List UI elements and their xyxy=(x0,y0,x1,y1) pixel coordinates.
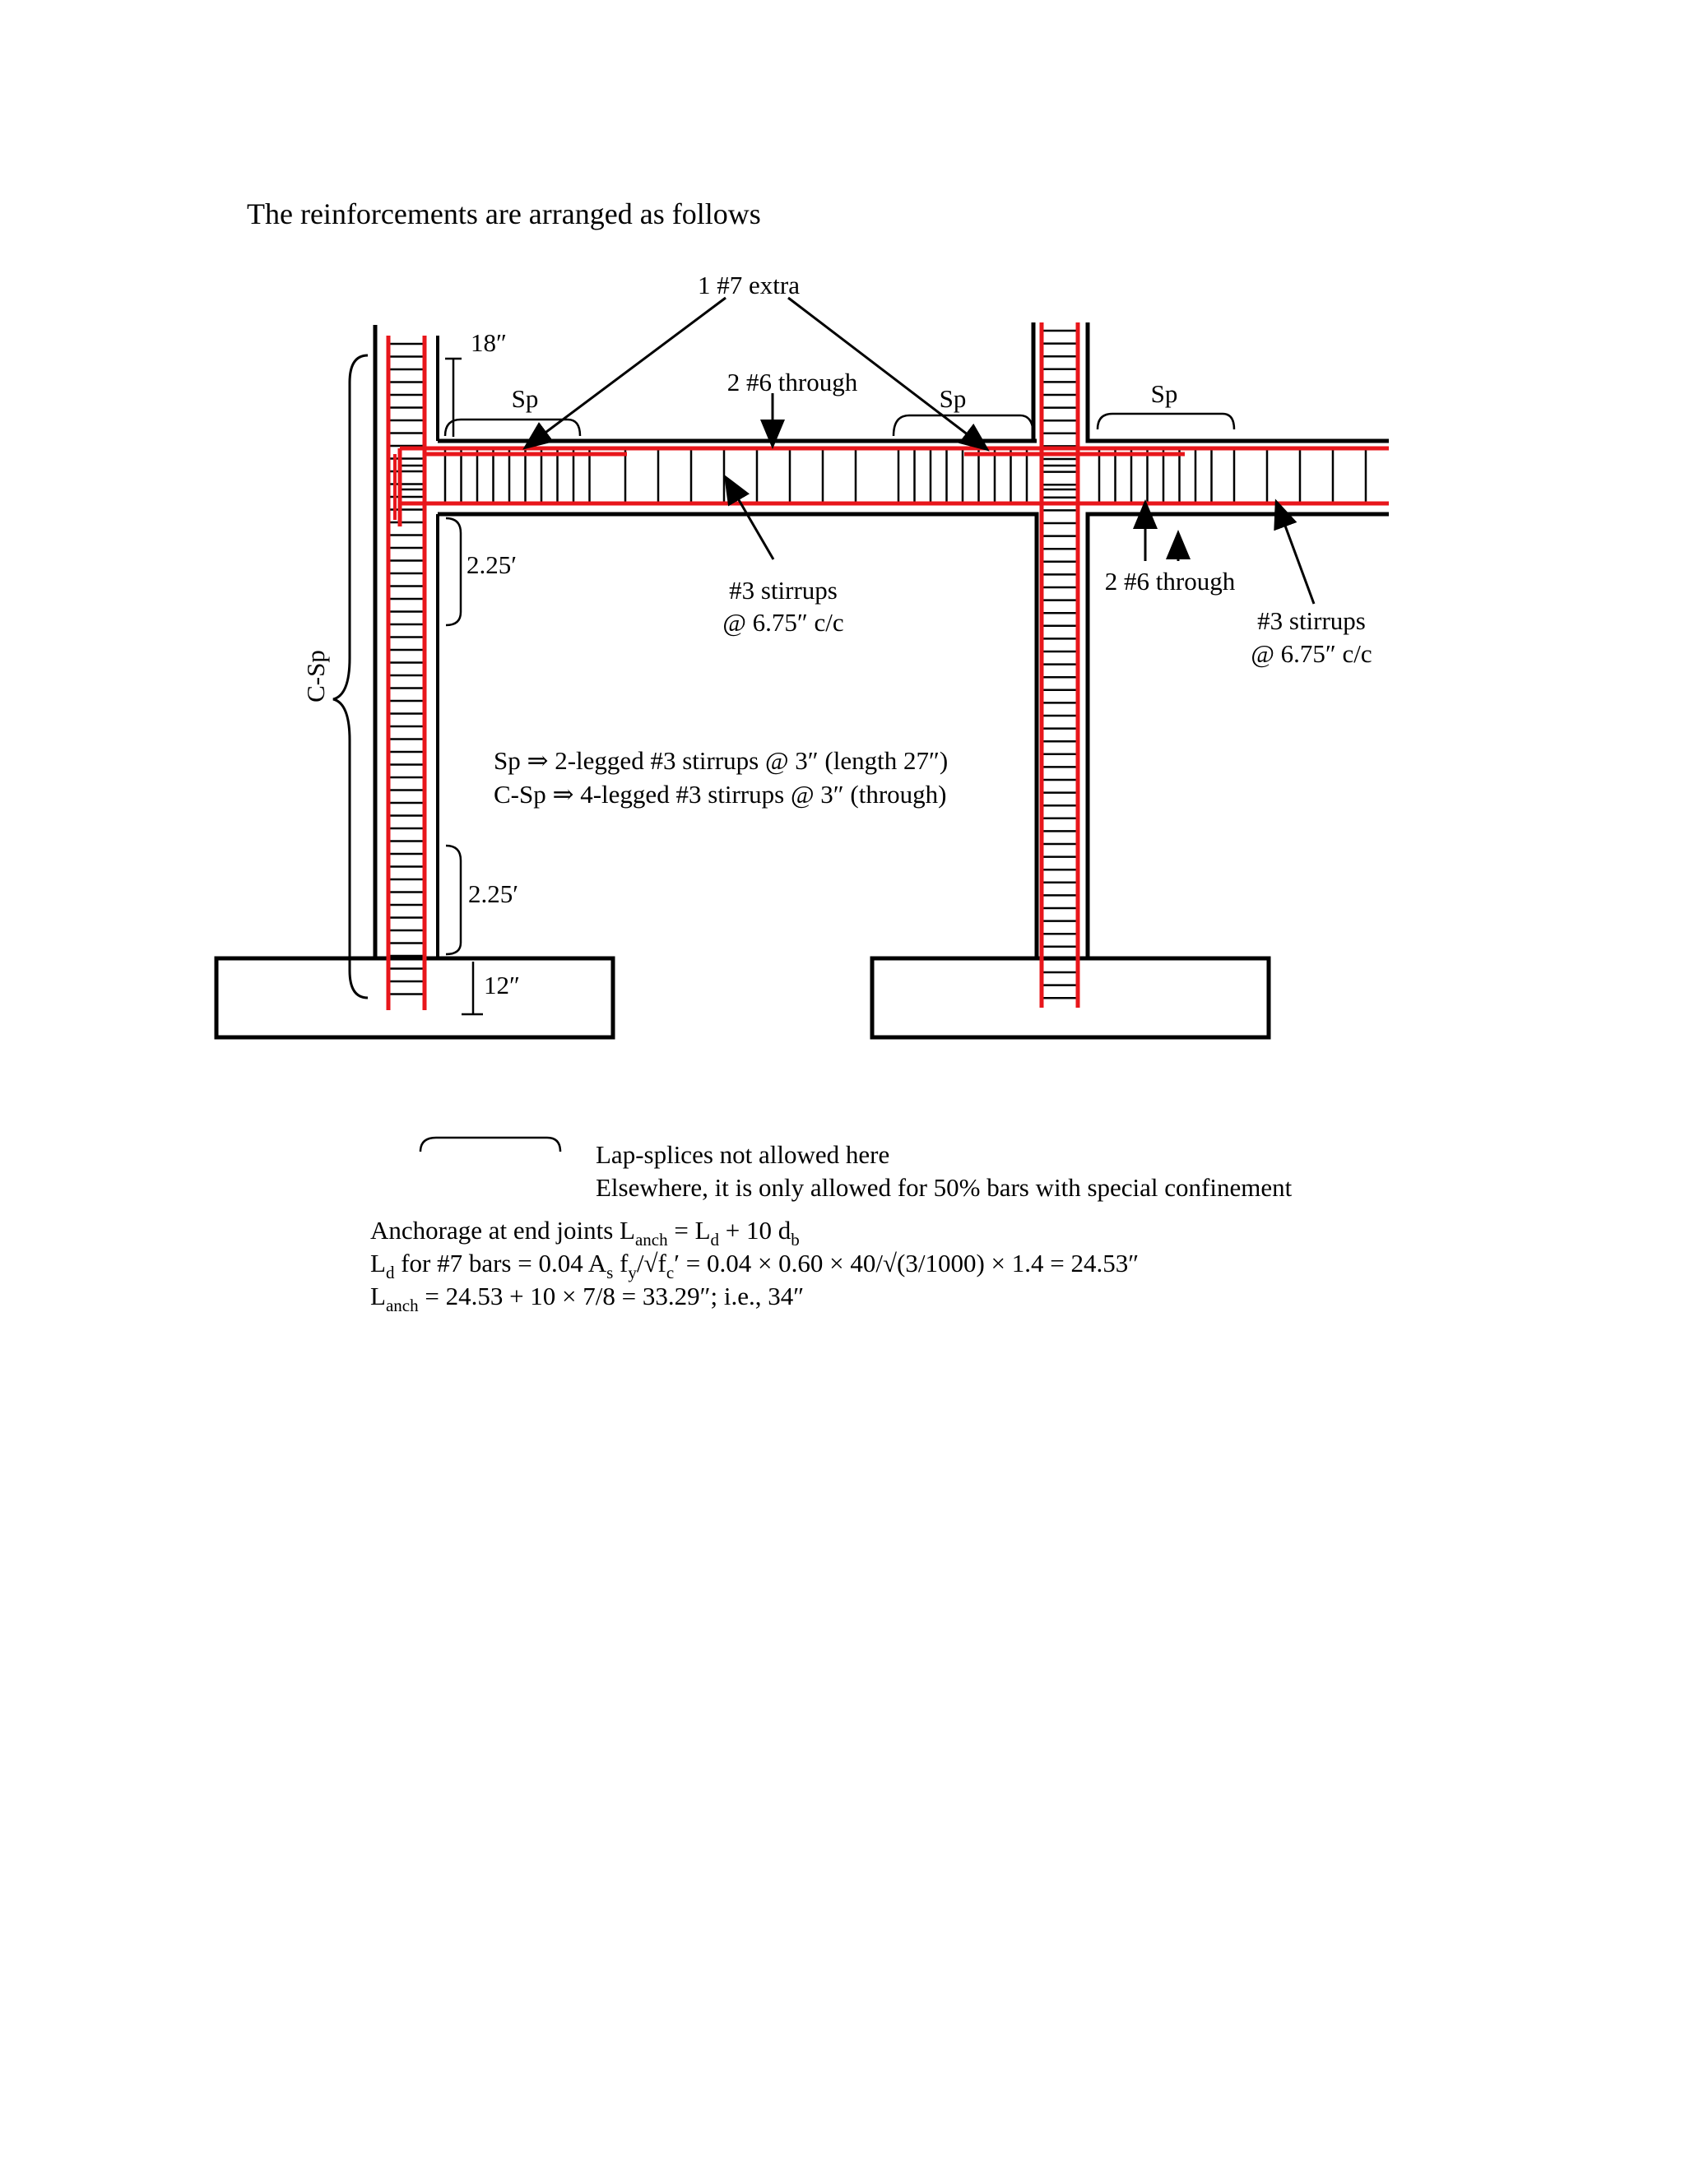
stirrups xyxy=(388,331,1366,998)
left-footing xyxy=(216,958,613,1037)
sp-right-brace xyxy=(1098,414,1234,429)
label-dim-225-top: 2.25′ xyxy=(467,550,518,579)
formula-anchorage-length: $L_{anch} = 24.53 + 10 \times 7/8 = 33.29''$; i.e., 34″ xyxy=(370,1282,805,1315)
label-top-through: 2 #6 through xyxy=(726,368,858,396)
csp-definition: C-Sp ⇒ 4-legged #3 stirrups @ 3″ (through) xyxy=(494,780,947,809)
reinforcement-bars xyxy=(388,322,1389,1010)
formula-development-length: $L_d$ for #7 bars = 0.04 $A_s$ $f_y/√f_c' = 0.04 \times 0.60 \times 40/√(3/1000) \times 1.4 = 24.53''$ xyxy=(370,1249,1140,1282)
label-stirrups-right-2: @ 6.75″ c/c xyxy=(1251,639,1372,668)
label-dim-18: 18″ xyxy=(471,328,507,357)
label-column-sp: C-Sp xyxy=(301,650,330,702)
label-sp-right: Sp xyxy=(1150,379,1178,408)
label-sp-left: Sp xyxy=(511,384,539,413)
label-dim-225-bottom: 2.25′ xyxy=(468,879,519,908)
page-heading: The reinforcements are arranged as follows xyxy=(247,197,761,230)
label-extra-bar: 1 #7 extra xyxy=(698,271,800,299)
formula-anchorage-definition: Anchorage at end joints $L_{anch} = L_d + 10$ $d_b$ xyxy=(370,1216,800,1250)
dim-225-top-brace xyxy=(446,518,461,625)
legend-brace-symbol xyxy=(420,1138,560,1152)
legend-line-2: Elsewhere, it is only allowed for 50% bars with special confinement xyxy=(596,1173,1293,1202)
label-dim-12: 12″ xyxy=(484,971,520,999)
label-stirrups-left-2: @ 6.75″ c/c xyxy=(722,608,844,637)
dim-225-bottom-brace xyxy=(446,846,461,954)
label-sp-middle: Sp xyxy=(939,384,967,413)
right-column-right-edge-upper xyxy=(1088,322,1389,441)
extra-bar-left-arrow xyxy=(527,298,726,447)
label-stirrups-left-1: #3 stirrups xyxy=(729,576,838,605)
stirrups-right-arrow xyxy=(1277,503,1314,604)
label-stirrups-right-1: #3 stirrups xyxy=(1257,606,1366,635)
column-sp-brace xyxy=(333,355,368,998)
sp-definition: Sp ⇒ 2-legged #3 stirrups @ 3″ (length 27″) xyxy=(494,746,949,775)
stirrups-left-arrow xyxy=(726,479,773,559)
label-bottom-through: 2 #6 through xyxy=(1104,567,1236,596)
legend-line-1: Lap-splices not allowed here xyxy=(596,1140,890,1169)
